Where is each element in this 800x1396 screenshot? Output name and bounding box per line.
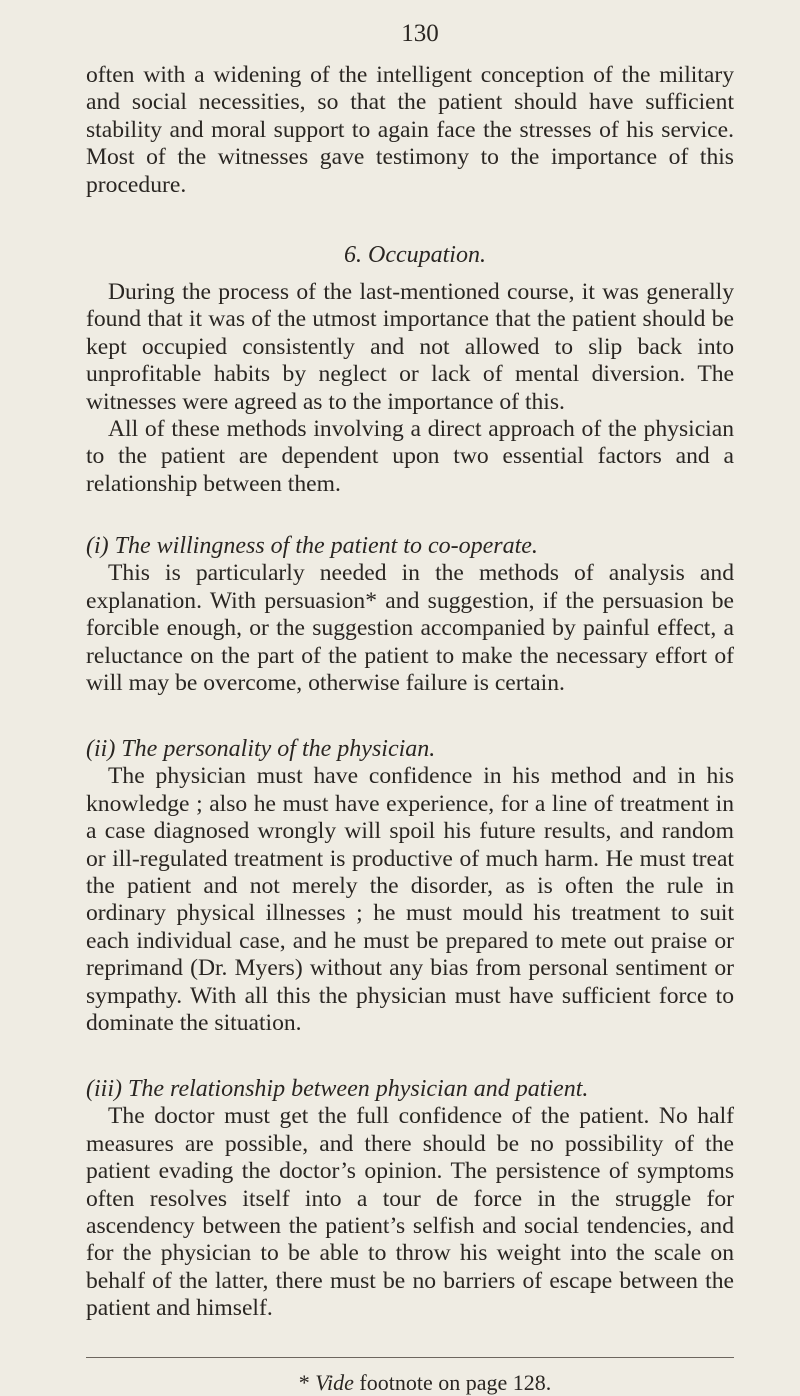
footnote-text: footnote on page 128. bbox=[359, 1369, 552, 1395]
occupation-paragraph-1: During the process of the last-mentioned course, it was generally found that it was of the utmost importance that the patient should be kept occupied consistently and not allowed to slip back into unprofitable habits by neglect or lack of mental diversion. The witnesses were agreed as to the importance of this. bbox=[86, 279, 734, 415]
page-number: 130 bbox=[401, 20, 439, 47]
occupation-paragraph-2: All of these methods involving a direct approach of the physician to the patient are dependent upon two essential factors and a relationship between them. bbox=[86, 416, 734, 497]
factor-paragraph-relationship: The doctor must get the full confidence of the patient. No half measures are possible, and there should be no possibility of the patient evading the doctor’s opinion. The persistence of symptoms often resolves itself into a tour de force in the struggle for ascendency between the patient’s selfish and social tendencies, and for the physician to be able to throw his weight into the scale on behalf of the latter, there must be no barriers of escape between the patient and himself. bbox=[86, 1103, 734, 1322]
factor-paragraph-personality: The physician must have confidence in his method and in his knowledge ; also he must have experience, for a line of treatment in a case diagnosed wrongly will spoil his future results, and random or ill-regulated treatment is productive of much harm. He must treat the patient and not merely the disorder, as is often the rule in ordinary physical illnesses ; he must mould his treatment to suit each individual case, and he must be prepared to mete out praise or reprimand (Dr. Myers) without any bias from personal sentiment or sympathy. With all this the physician must have sufficient force to dominate the situation. bbox=[86, 763, 734, 1036]
factor-paragraph-willingness: This is particularly needed in the methods of analysis and explanation. With persuasion* and suggestion, if the persuasion be forcible enough, or the suggestion accompanied by painful effect, a reluctance on the part of the patient to make the necessary effort of will may be overcome, otherwise failure is certain. bbox=[86, 560, 734, 696]
section-heading-occupation: 6. Occupation. bbox=[344, 242, 486, 269]
footnote-vide: Vide bbox=[315, 1369, 354, 1395]
intro-paragraph: often with a widening of the intelligent conception of the military and social necessities, so that the patient should have sufficient stability and moral support to again face the stresses of his service. Most of the witnesses gave testimony to the importance of this procedure. bbox=[86, 62, 734, 198]
footnote-divider bbox=[86, 1357, 734, 1358]
factor-heading-relationship: (iii) The relationship between physician and patient. bbox=[86, 1076, 589, 1103]
footnote-marker: * bbox=[298, 1369, 310, 1395]
factor-heading-personality: (ii) The personality of the physician. bbox=[86, 736, 436, 763]
factor-heading-willingness: (i) The willingness of the patient to co-operate. bbox=[86, 533, 538, 560]
